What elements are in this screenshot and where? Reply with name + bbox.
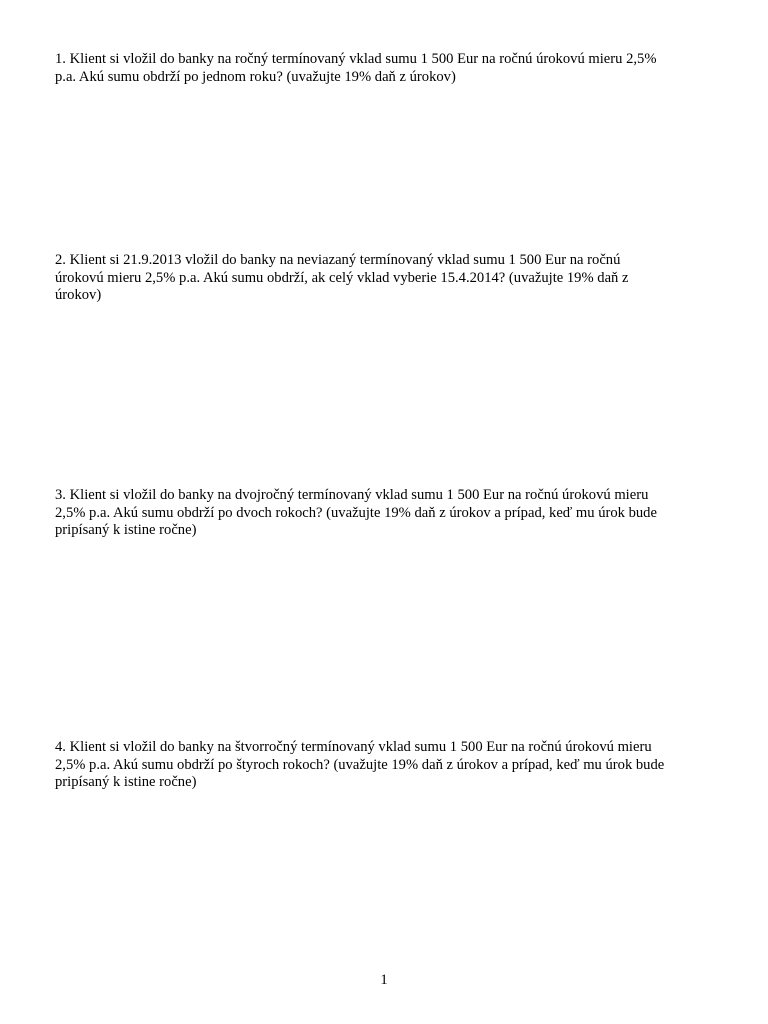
question-4 <box>55 739 715 792</box>
question-3-line-3: pripísaný k istine ročne) <box>55 522 197 538</box>
question-2 <box>55 252 715 305</box>
page-number: 1 <box>380 972 388 988</box>
question-3-line-2: 2,5% p.a. Akú sumu obdrží po dvoch rokoch? (uvažujte 19% daň z úrokov a prípad, keď mu úrok bude <box>55 504 657 521</box>
question-2-line-2: úrokovú mieru 2,5% p.a. Akú sumu obdrží, ak celý vklad vyberie 15.4.2014? (uvažujte 19% daň z <box>55 269 629 286</box>
question-1-line-2: p.a. Akú sumu obdrží po jednom roku? (uvažujte 19% daň z úrokov) <box>55 68 456 85</box>
question-1-line-1: 1. Klient si vložil do banky na ročný termínovaný vklad sumu 1 500 Eur na ročnú úrokovú mieru 2,5% <box>55 51 657 67</box>
question-1 <box>55 51 715 86</box>
question-4-line-2: 2,5% p.a. Akú sumu obdrží po štyroch rokoch? (uvažujte 19% daň z úrokov a prípad, keď mu úrok bude <box>55 756 665 773</box>
question-2-line-1: 2. Klient si 21.9.2013 vložil do banky na neviazaný termínovaný vklad sumu 1 500 Eur na ročnú <box>55 252 621 268</box>
question-3 <box>55 487 715 540</box>
question-3-line-1: 3. Klient si vložil do banky na dvojročný termínovaný vklad sumu 1 500 Eur na ročnú úrokovú mieru <box>55 487 649 503</box>
question-4-line-3: pripísaný k istine ročne) <box>55 774 197 790</box>
question-2-line-3: úrokov) <box>55 287 102 303</box>
question-4-line-1: 4. Klient si vložil do banky na štvorročný termínovaný vklad sumu 1 500 Eur na ročnú úrokovú mieru <box>55 739 652 755</box>
